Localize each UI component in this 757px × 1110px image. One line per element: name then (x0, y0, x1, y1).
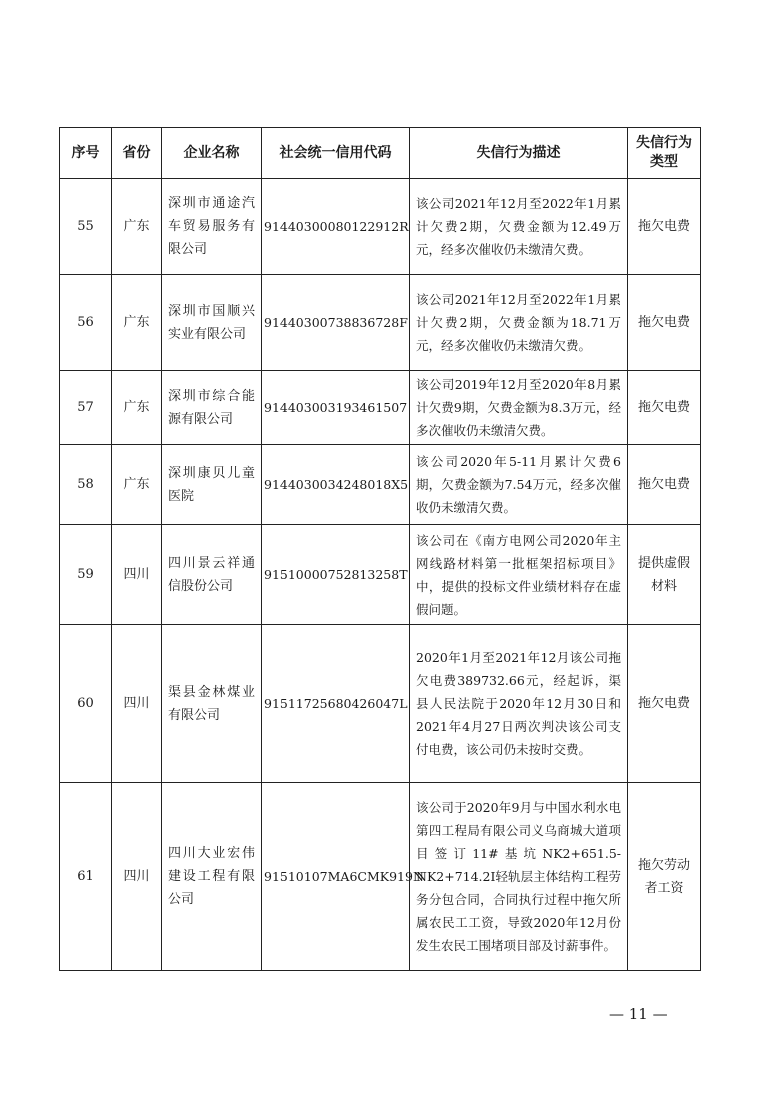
row-description: 该公司在《南方电网公司2020年主网线路材料第一批框架招标项目》中，提供的投标文件业绩材料存在虚假问题。 (410, 525, 628, 625)
row-province: 广东 (112, 179, 162, 275)
row-province: 四川 (112, 525, 162, 625)
row-company: 深圳市国顺兴实业有限公司 (162, 275, 262, 371)
dishonesty-table (59, 127, 701, 971)
row-type: 拖欠电费 (628, 179, 701, 275)
row-type: 提供虚假材料 (628, 525, 701, 625)
table-row (60, 275, 701, 371)
row-province: 广东 (112, 371, 162, 445)
row-no: 58 (60, 445, 112, 525)
header-company: 企业名称 (162, 128, 262, 179)
row-description: 该公司2020年5-11月累计欠费6期，欠费金额为7.54万元，经多次催收仍未缴清欠费。 (410, 445, 628, 525)
table-row (60, 371, 701, 445)
page-number: — 11 — (609, 1005, 668, 1023)
row-credit-code: 91440300738836728F (262, 275, 410, 371)
row-province: 四川 (112, 625, 162, 783)
header-description: 失信行为描述 (410, 128, 628, 179)
row-credit-code: 91510000752813258T (262, 525, 410, 625)
row-company: 深圳市综合能源有限公司 (162, 371, 262, 445)
row-company: 四川景云祥通信股份公司 (162, 525, 262, 625)
row-credit-code: 91511725680426047L (262, 625, 410, 783)
row-type: 拖欠电费 (628, 625, 701, 783)
header-credit-code: 社会统一信用代码 (262, 128, 410, 179)
table-row (60, 525, 701, 625)
table-row (60, 783, 701, 971)
row-company: 渠县金林煤业有限公司 (162, 625, 262, 783)
row-no: 55 (60, 179, 112, 275)
row-type: 拖欠劳动者工资 (628, 783, 701, 971)
row-no: 59 (60, 525, 112, 625)
table-row (60, 625, 701, 783)
row-credit-code: 91510107MA6CMK919N (262, 783, 410, 971)
row-description: 2020年1月至2021年12月该公司拖欠电费389732.66元，经起诉，渠县人民法院于2020年12月30日和2021年4月27日两次判决该公司支付电费，该公司仍未按时交费。 (410, 625, 628, 783)
row-credit-code: 91440300080122912R (262, 179, 410, 275)
header-province: 省份 (112, 128, 162, 179)
row-credit-code: 914403003193461507 (262, 371, 410, 445)
row-no: 61 (60, 783, 112, 971)
row-no: 60 (60, 625, 112, 783)
row-no: 57 (60, 371, 112, 445)
row-company: 深圳康贝儿童医院 (162, 445, 262, 525)
row-province: 四川 (112, 783, 162, 971)
table-header-row (60, 128, 701, 179)
row-province: 广东 (112, 275, 162, 371)
row-description: 该公司2021年12月至2022年1月累计欠费2期，欠费金额为18.71万元，经多次催收仍未缴清欠费。 (410, 275, 628, 371)
row-description: 该公司2021年12月至2022年1月累计欠费2期，欠费金额为12.49万元，经多次催收仍未缴清欠费。 (410, 179, 628, 275)
row-company: 深圳市通途汽车贸易服务有限公司 (162, 179, 262, 275)
row-description: 该公司于2020年9月与中国水利水电第四工程局有限公司义乌商城大道项目签订11#基坑NK2+651.5-NK2+714.2I轻轨层主体结构工程劳务分包合同，合同执行过程中拖欠所属农民工工资，导致2020年12月份发生农民工围堵项目部及讨薪事件。 (410, 783, 628, 971)
row-province: 广东 (112, 445, 162, 525)
table-row (60, 179, 701, 275)
row-type: 拖欠电费 (628, 445, 701, 525)
row-type: 拖欠电费 (628, 371, 701, 445)
row-company: 四川大业宏伟建设工程有限公司 (162, 783, 262, 971)
header-no: 序号 (60, 128, 112, 179)
row-type: 拖欠电费 (628, 275, 701, 371)
header-type: 失信行为类型 (628, 128, 701, 179)
row-credit-code: 9144030034248018X5 (262, 445, 410, 525)
row-no: 56 (60, 275, 112, 371)
table-row (60, 445, 701, 525)
row-description: 该公司2019年12月至2020年8月累计欠费9期，欠费金额为8.3万元，经多次催收仍未缴清欠费。 (410, 371, 628, 445)
